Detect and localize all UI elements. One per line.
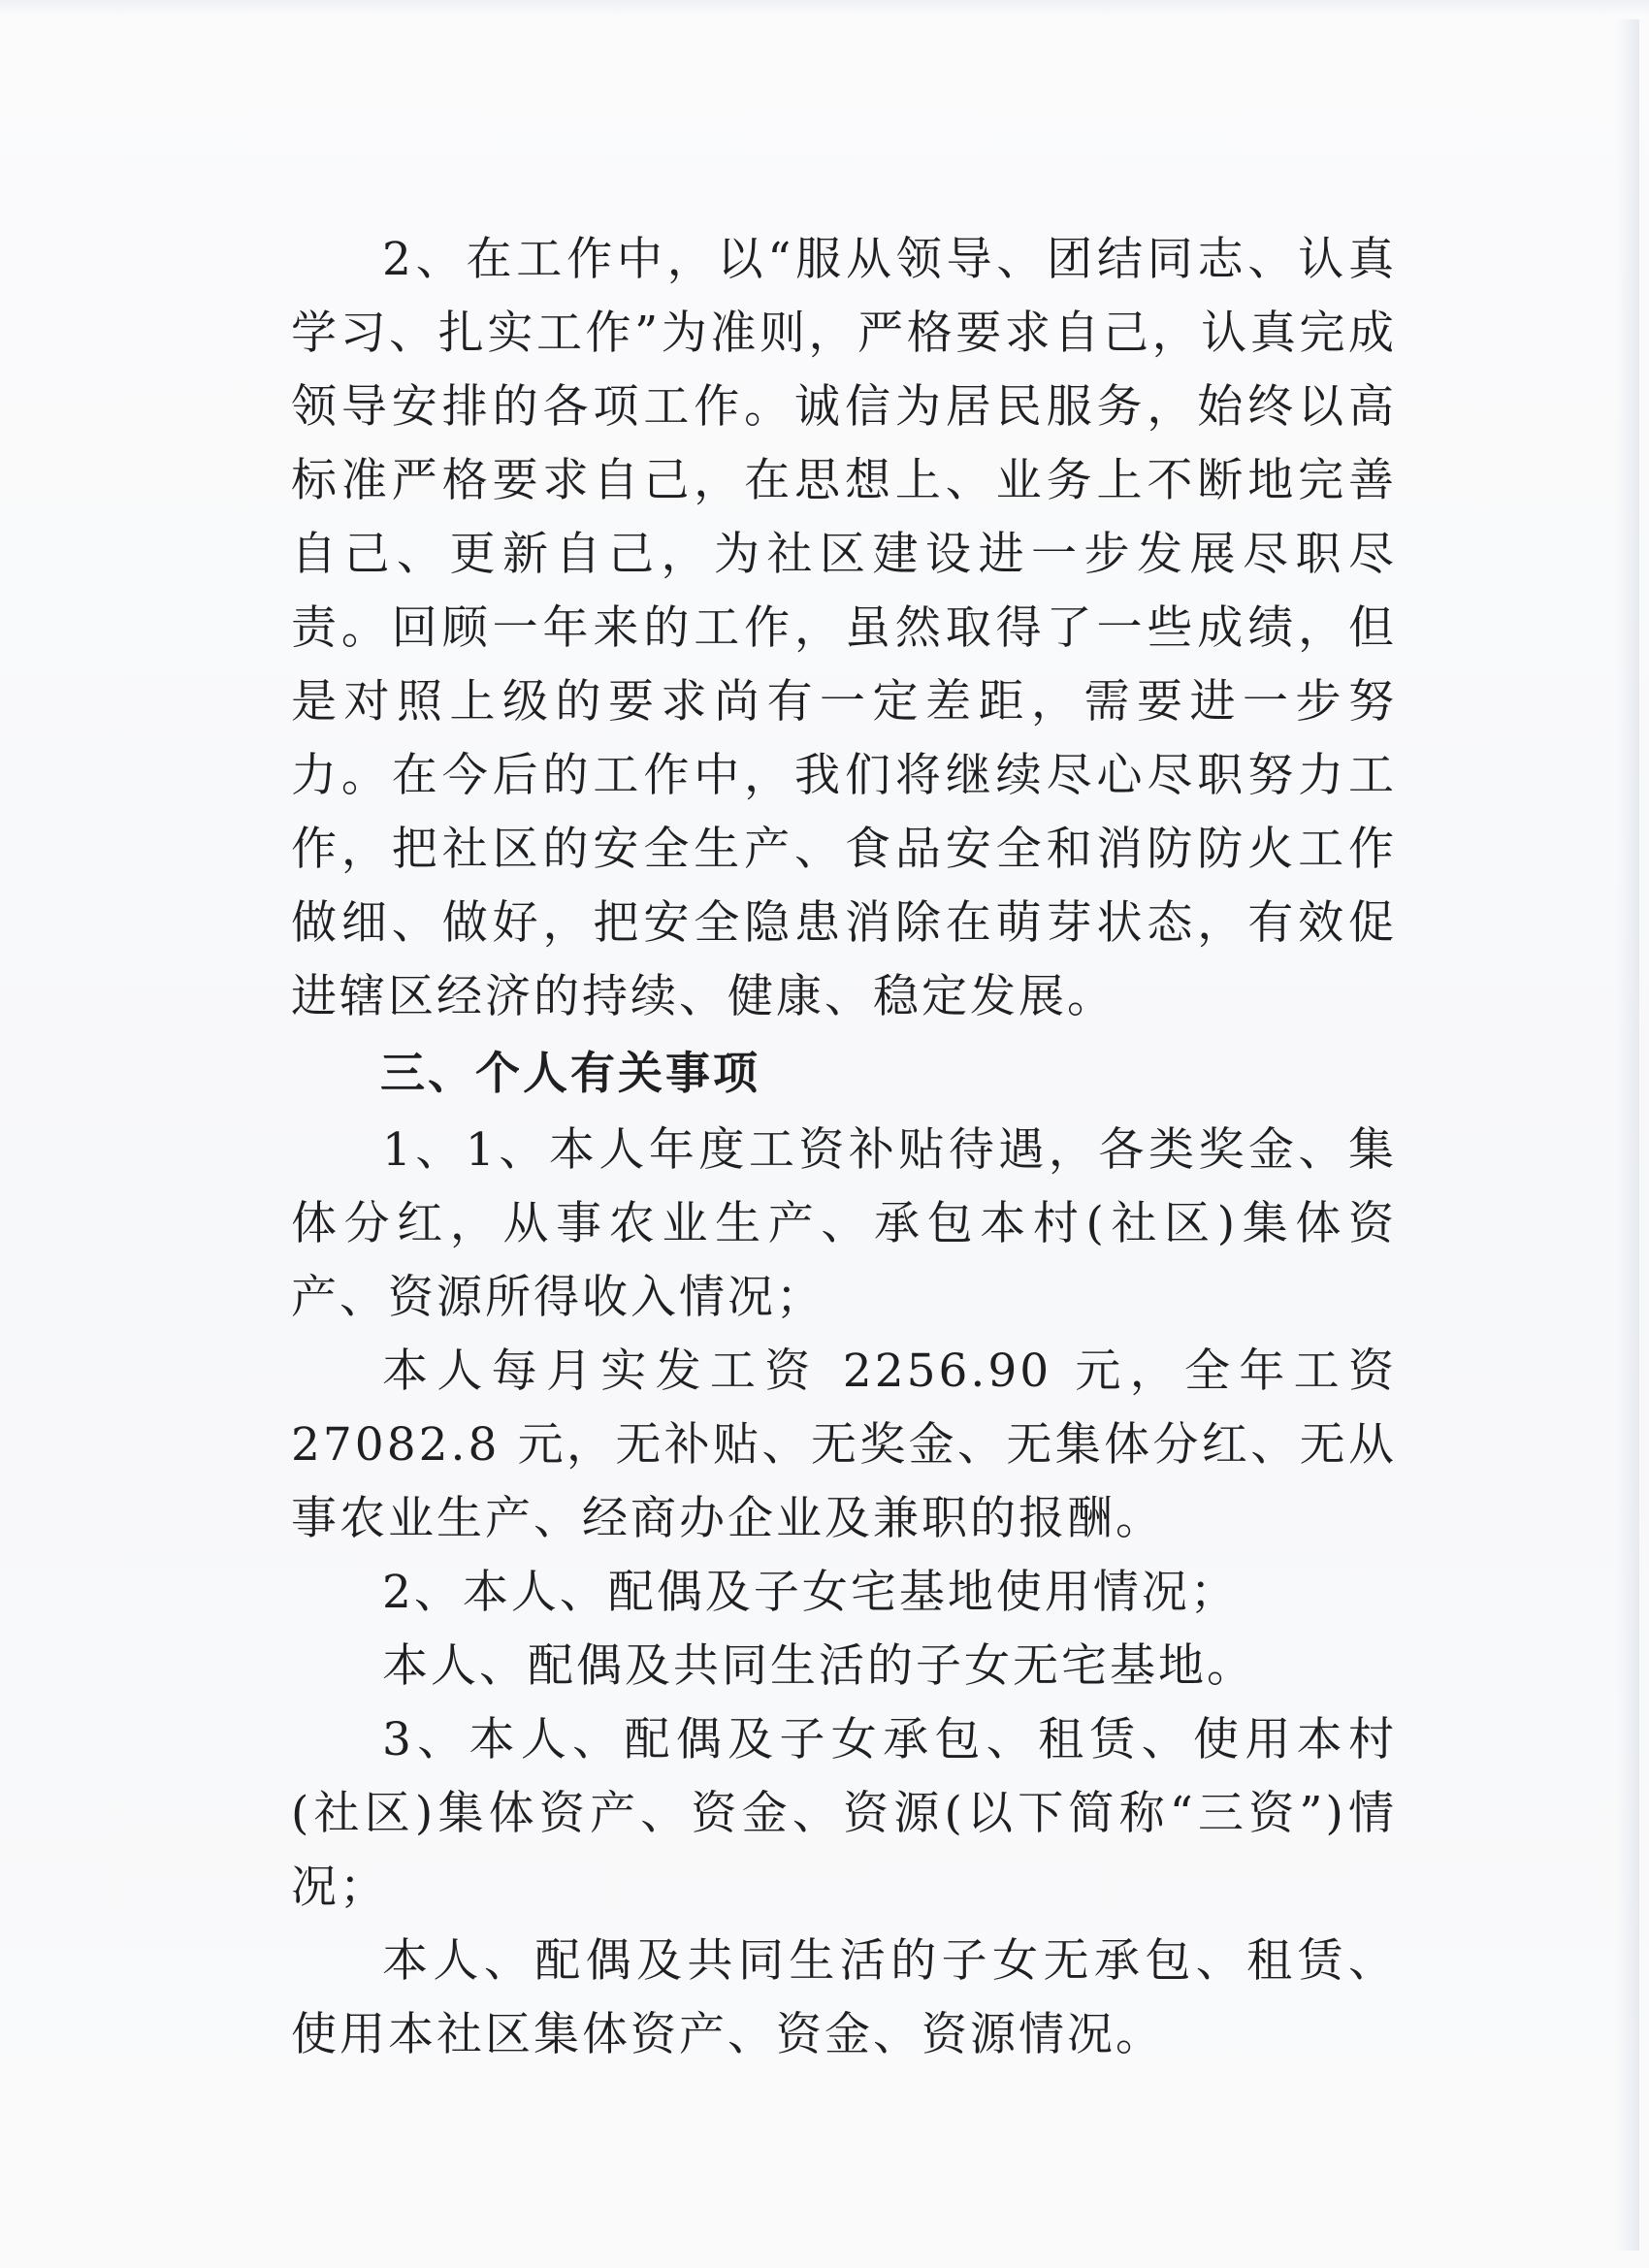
paragraph-homestead-answer: 本人、配偶及共同生活的子女无宅基地。 xyxy=(382,1639,1255,1693)
paragraph-collective-assets-item: 3、本人、配偶及子女承包、租赁、使用本村(社区)集体资产、资金、资源(以下简称“三资”)情况； xyxy=(291,1713,1397,1914)
document-body xyxy=(291,223,1397,2072)
paragraph-work-principles: 2、在工作中，以“服从领导、团结同志、认真学习、扎实工作”为准则，严格要求自己，认真完成领导安排的各项工作。诚信为居民服务，始终以高标准严格要求自己，在思想上、业务上不断地完善自己、更新自己，为社区建设进一步发展尽职尽责。回顾一年来的工作，虽然取得了一些成绩，但是对照上级的要求尚有一定差距，需要进一步努力。在今后的工作中，我们将继续尽心尽职努力工作，把社区的安全生产、食品安全和消防防火工作做细、做好，把安全隐患消除在萌芽状态，有效促进辖区经济的持续、健康、稳定发展。 xyxy=(291,233,1397,1023)
paragraph-income-item: 1、1、本人年度工资补贴待遇，各类奖金、集体分红，从事农业生产、承包本村(社区)集体资产、资源所得收入情况； xyxy=(291,1123,1397,1324)
scan-top-shadow xyxy=(0,0,1649,16)
scan-edge-shadow xyxy=(1616,19,1639,2251)
section-heading-personal-matters: 三、个人有关事项 xyxy=(380,1047,760,1099)
paragraph-income-answer: 本人每月实发工资 2256.90 元，全年工资 27082.8 元，无补贴、无奖金、无集体分红、无从事农业生产、经商办企业及兼职的报酬。 xyxy=(291,1345,1397,1545)
paragraph-homestead-item: 2、本人、配偶及子女宅基地使用情况； xyxy=(382,1566,1239,1619)
paragraph-collective-assets-answer: 本人、配偶及共同生活的子女无承包、租赁、使用本社区集体资产、资金、资源情况。 xyxy=(291,1934,1397,2061)
